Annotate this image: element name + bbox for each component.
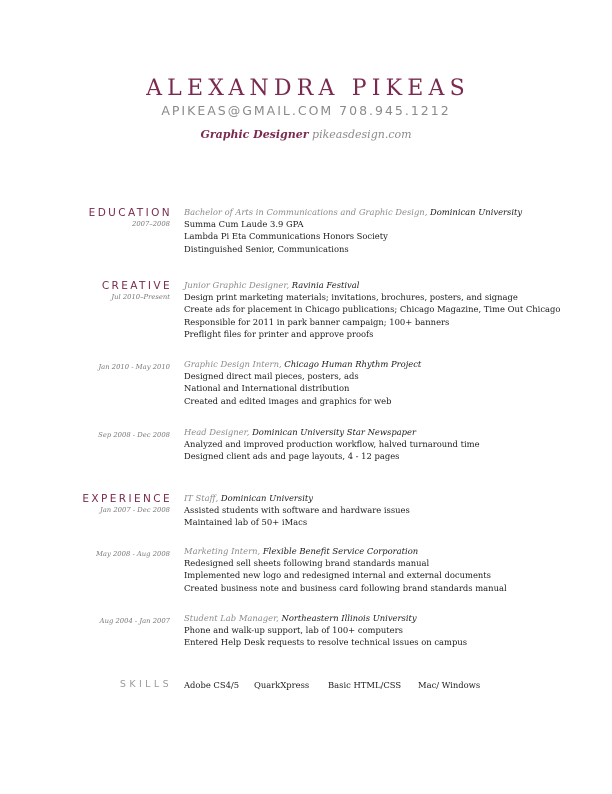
entry-line: Redesigned sell sheets following brand standards manual [184, 558, 430, 569]
position-title: Student Lab Manager, [184, 613, 279, 623]
organization: Flexible Benefit Service Corporation [262, 546, 419, 556]
section-label-skills: SKILLS [119, 679, 172, 690]
entry-content [184, 426, 604, 463]
school: Dominican University [430, 207, 523, 217]
entry-line: Implemented new logo and redesigned internal and external documents [184, 570, 491, 581]
entry-content [184, 279, 604, 340]
entry-date: Aug 2004 - Jan 2007 [99, 617, 170, 625]
website: pikeasdesign.com [312, 128, 412, 141]
entry-heading [184, 426, 604, 438]
degree: Bachelor of Arts in Communications and Graphic Design, [184, 207, 428, 217]
entry-line: Summa Cum Laude 3.9 GPA [184, 219, 304, 230]
contact-info: APIKEAS@GMAIL.COM 708.945.1212 [161, 103, 451, 118]
organization: Dominican University [220, 493, 314, 503]
entry-line: Responsible for 2011 in park banner campaign; 100+ banners [184, 316, 450, 327]
entry-heading [184, 612, 604, 624]
organization: Dominican University Star Newspaper [252, 427, 416, 437]
entry-line: Analyzed and improved production workflow, halved turnaround time [184, 439, 480, 450]
entry-line: Lambda Pi Eta Communications Honors Society [184, 231, 388, 242]
entry-line: Designed client ads and page layouts, 4 - 12 pages [184, 451, 400, 462]
entry-date: Jan 2007 - Dec 2008 [100, 506, 170, 514]
entry-date: May 2008 - Aug 2008 [95, 550, 170, 558]
entry-content [184, 206, 604, 255]
entry-line: Maintained lab of 50+ iMacs [184, 517, 308, 528]
position-title: IT Staff, [184, 493, 219, 503]
entry-heading [184, 358, 604, 370]
entry-line: Distinguished Senior, Communications [184, 243, 349, 254]
entry-line: Design print marketing materials; invitations, brochures, posters, and signage [184, 292, 518, 303]
resume-header [0, 76, 612, 142]
entry-line: Preflight files for printer and approve proofs [184, 328, 374, 339]
candidate-name: ALEXANDRA PIKEAS [146, 76, 470, 101]
skill-item: Mac/ Windows [418, 680, 481, 690]
position-title: Graphic Design Intern, [184, 359, 282, 369]
entry-heading [184, 545, 604, 557]
entry-date: Jan 2010 - May 2010 [98, 363, 170, 371]
section-label-experience: EXPERIENCE [82, 493, 172, 505]
section-label-education: EDUCATION [88, 207, 172, 219]
entry-heading [184, 206, 604, 218]
entry-content [184, 612, 604, 649]
tagline [0, 128, 612, 142]
entry-line: Assisted students with software and hardware issues [184, 505, 410, 516]
entry-date: Sep 2008 - Dec 2008 [98, 431, 170, 439]
skill-item: QuarkXpress [254, 680, 310, 690]
organization: Chicago Human Rhythm Project [284, 359, 422, 369]
position-title: Marketing Intern, [184, 546, 261, 556]
skill-item: Basic HTML/CSS [328, 680, 402, 690]
entry-line: Designed direct mail pieces, posters, ads [184, 371, 359, 382]
entry-line: National and International distribution [184, 383, 350, 394]
entry-line: Phone and walk-up support, lab of 100+ computers [184, 625, 403, 636]
entry-content [184, 492, 604, 529]
section-label-creative: CREATIVE [101, 280, 172, 292]
entry-heading [184, 492, 604, 504]
skill-item: Adobe CS4/5 [184, 680, 240, 690]
position-title: Head Designer, [184, 427, 250, 437]
organization: Ravinia Festival [291, 280, 360, 290]
position-title: Junior Graphic Designer, [184, 280, 290, 290]
entry-content [184, 358, 604, 407]
job-title: Graphic Designer [200, 128, 309, 141]
entry-line: Created and edited images and graphics for web [184, 395, 392, 406]
entry-line: Created business note and business card following brand standards manual [184, 582, 507, 593]
entry-heading [184, 279, 604, 291]
entry-date: Jul 2010–Present [111, 293, 170, 301]
entry-line: Entered Help Desk requests to resolve technical issues on campus [184, 637, 468, 648]
entry-line: Create ads for placement in Chicago publications; Chicago Magazine, Time Out Chicago [184, 304, 561, 315]
organization: Northeastern Illinois University [281, 613, 417, 623]
entry-date: 2007–2008 [132, 220, 170, 228]
entry-content [184, 545, 604, 594]
